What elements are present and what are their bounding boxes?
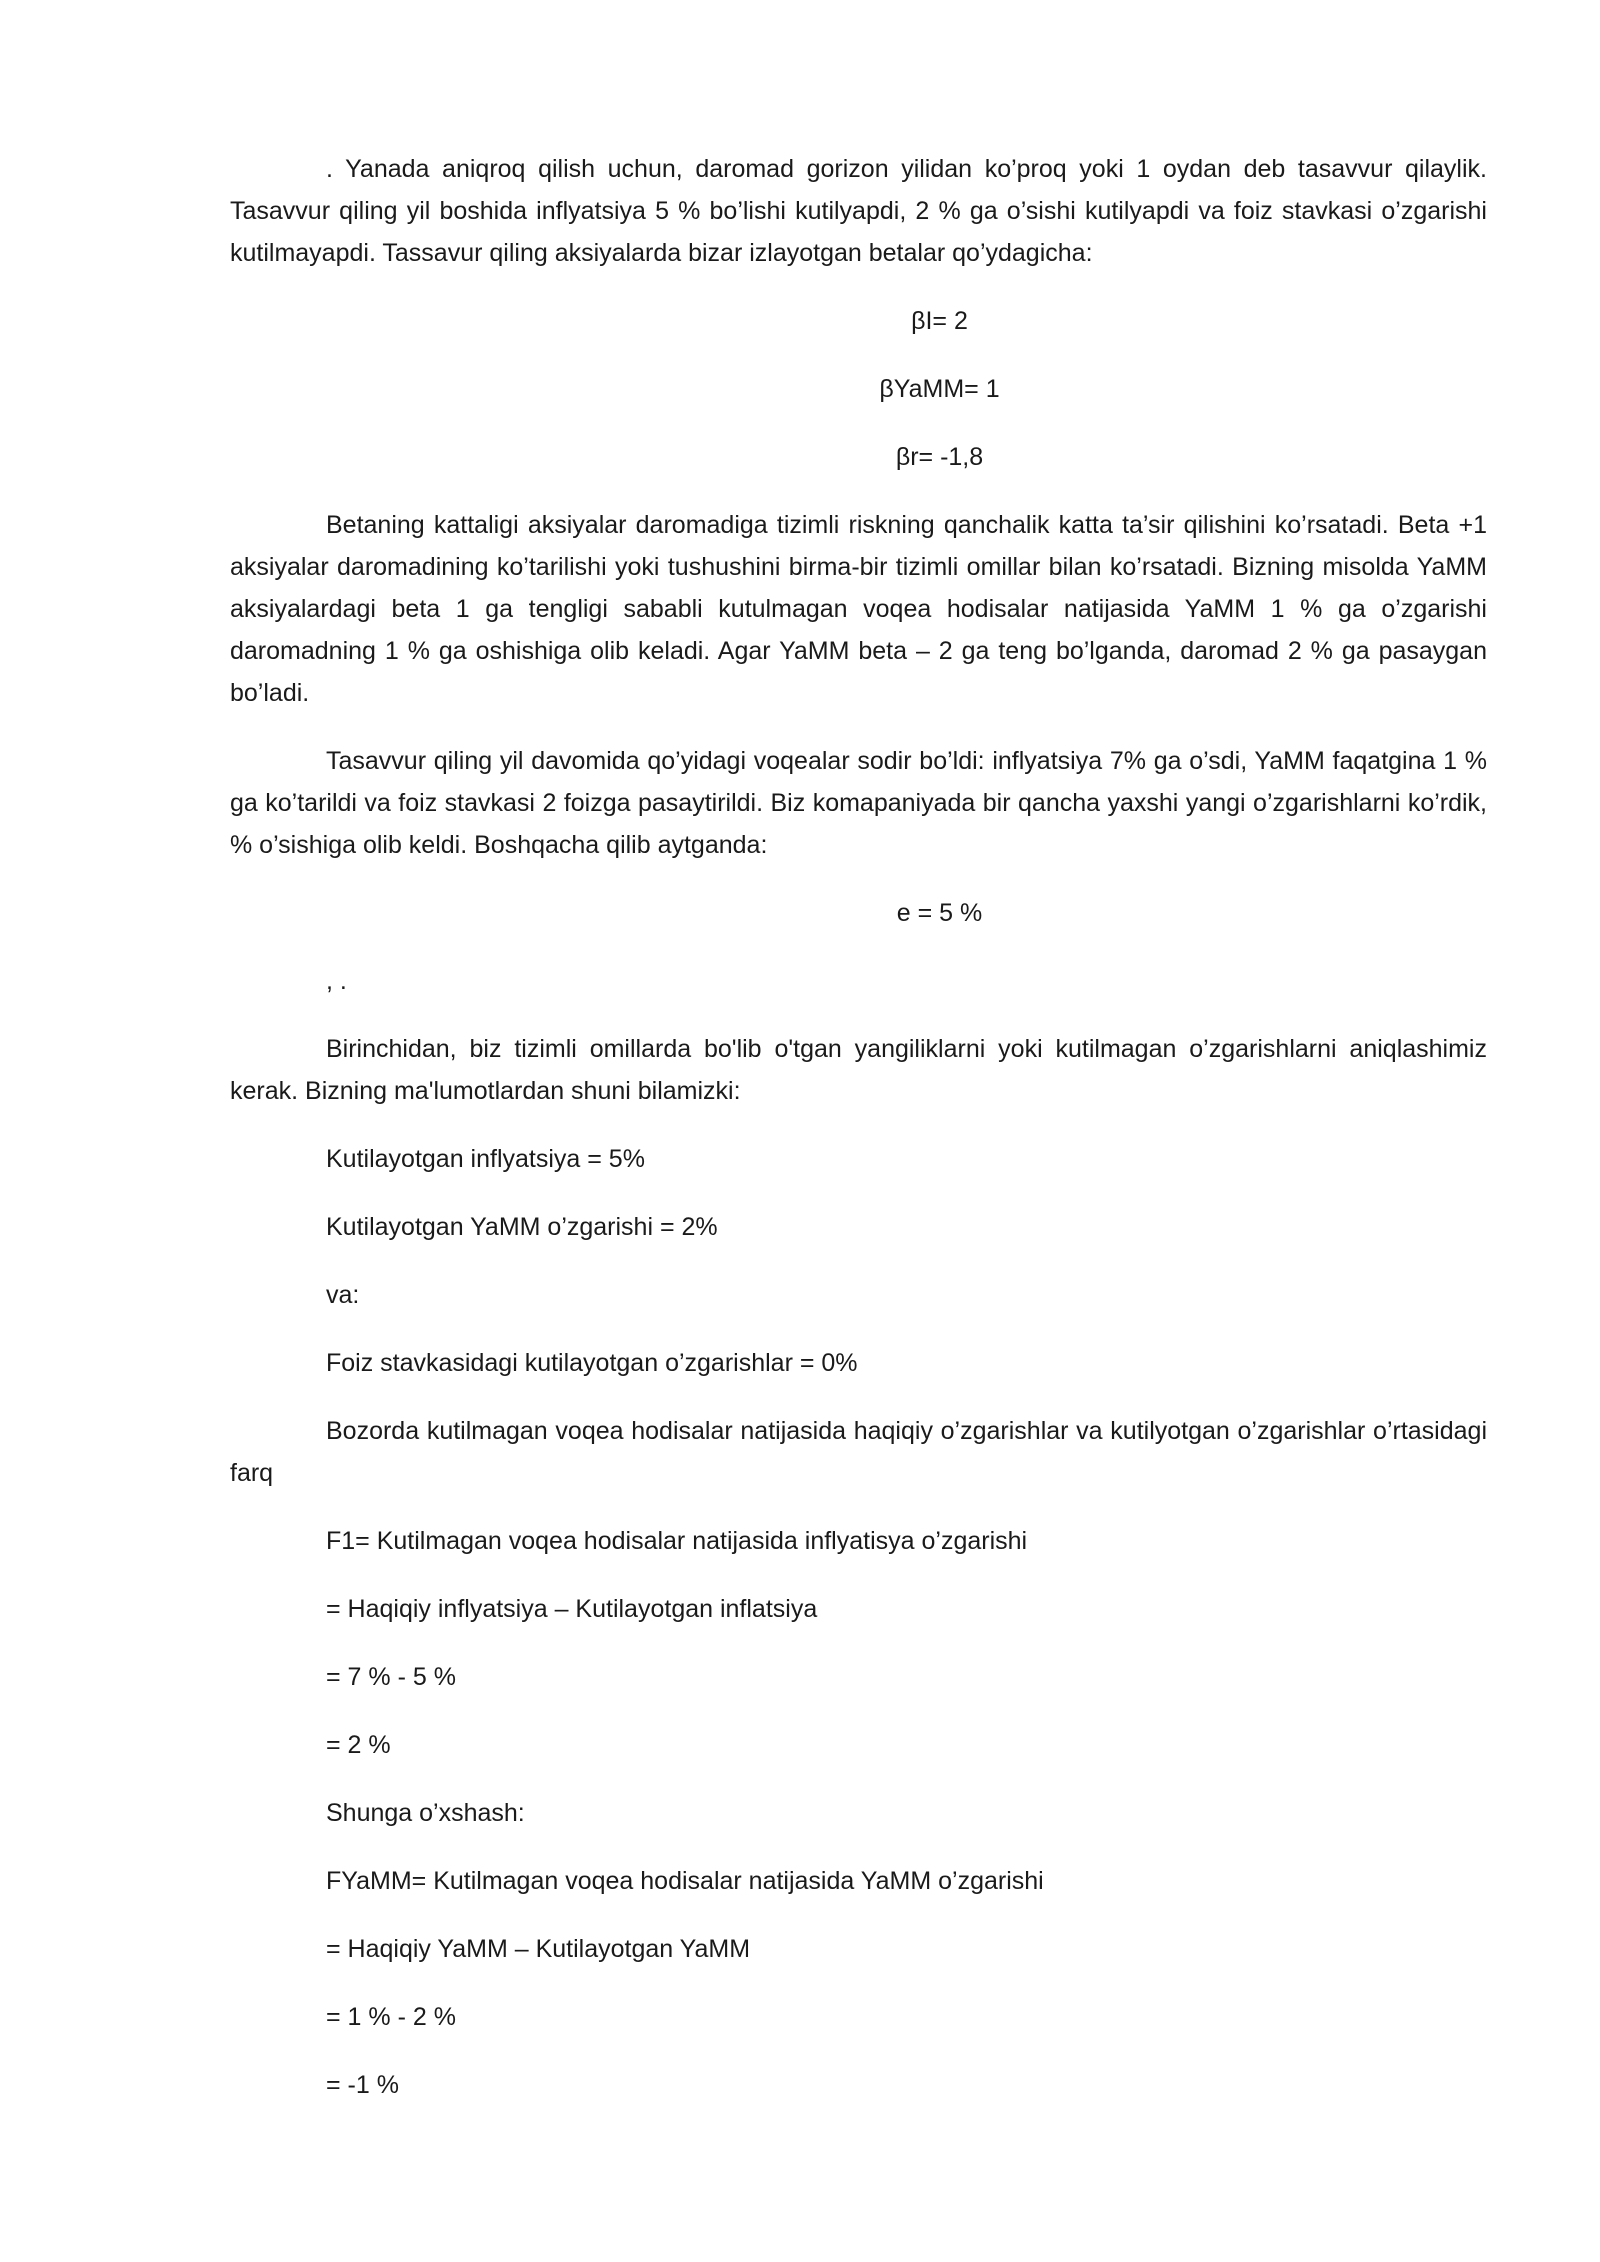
formula-beta-yamm: βYaMM= 1 bbox=[879, 375, 1000, 403]
line-fyamm-equation-2: = 1 % - 2 % bbox=[326, 2003, 456, 2031]
paragraph-first-step: Birinchidan, biz tizimli omillarda bo'lib o'tgan yangiliklarni yoki kutilmagan o’zgarishlarni aniqlashimiz kerak. Bizning ma'lumotlardan shuni bilamizki: bbox=[230, 1035, 1487, 1105]
line-f1-equation-3: = 2 % bbox=[326, 1731, 391, 1759]
line-va: va: bbox=[326, 1281, 360, 1309]
line-expected-yamm: Kutilayotgan YaMM o’zgarishi = 2% bbox=[326, 1213, 718, 1241]
line-similarly: Shunga o’xshash: bbox=[326, 1799, 525, 1827]
line-fyamm-definition: FYaMM= Kutilmagan voqea hodisalar natijasida YaMM o’zgarishi bbox=[326, 1867, 1044, 1895]
line-expected-rate: Foiz stavkasidagi kutilayotgan o’zgarishlar = 0% bbox=[326, 1349, 858, 1377]
paragraph-events: Tasavvur qiling yil davomida qo’yidagi voqealar sodir bo’ldi: inflyatsiya 7% ga o’sdi, YaMM faqatgina 1 % ga ko’tarildi va foiz stavkasi 2 foizga pasaytirildi. Biz komapaniyada bir qancha yaxshi yangi o’zgarishlarni ko’rdik, % o’sishiga olib keldi. Boshqacha qilib aytganda: bbox=[230, 747, 1487, 859]
line-f1-definition: F1= Kutilmagan voqea hodisalar natijasida inflyatisya o’zgarishi bbox=[326, 1527, 1028, 1555]
paragraph-beta-explanation: Betaning kattaligi aksiyalar daromadiga tizimli riskning qanchalik katta ta’sir qilishini ko’rsatadi. Beta +1 aksiyalar daromadining ko’tarilishi yoki tushushini birma-bir tizimli omillar bilan ko’rsatadi. Bizning misolda YaMM aksiyalardagi beta 1 ga tengligi sababli kutulmagan voqea hodisalar natijasida YaMM 1 % ga o’zgarishi daromadning 1 % ga oshishiga olib keladi. Agar YaMM beta – 2 ga teng bo’lganda, daromad 2 % ga pasaygan bo’ladi. bbox=[230, 511, 1487, 707]
formula-e-value: e = 5 % bbox=[896, 899, 983, 927]
formula-beta-r: βr= -1,8 bbox=[895, 443, 984, 471]
line-f1-equation-1: = Haqiqiy inflyatsiya – Kutilayotgan inflatsiya bbox=[326, 1595, 818, 1623]
line-fyamm-equation-1: = Haqiqiy YaMM – Kutilayotgan YaMM bbox=[326, 1935, 751, 1963]
paragraph-difference: Bozorda kutilmagan voqea hodisalar natijasida haqiqiy o’zgarishlar va kutilyotgan o’zgarishlar o’rtasidagi farq bbox=[230, 1417, 1487, 1487]
line-f1-equation-2: = 7 % - 5 % bbox=[326, 1663, 456, 1691]
text-comma-dot: , . bbox=[326, 967, 347, 995]
line-fyamm-equation-3: = -1 % bbox=[326, 2071, 399, 2099]
line-expected-inflation: Kutilayotgan inflyatsiya = 5% bbox=[326, 1145, 645, 1173]
formula-beta-i: βI= 2 bbox=[911, 307, 968, 335]
paragraph-intro: . Yanada aniqroq qilish uchun, daromad gorizon yilidan ko’proq yoki 1 oydan deb tasavvur qilaylik. Tasavvur qiling yil boshida inflyatsiya 5 % bo’lishi kutilyapdi, 2 % ga o’sishi kutilyapdi va foiz stavkasi o’zgarishi kutilmayapdi. Tassavur qiling aksiyalarda bizar izlayotgan betalar qo’ydagicha: bbox=[230, 155, 1487, 267]
document-body bbox=[230, 148, 1487, 2132]
